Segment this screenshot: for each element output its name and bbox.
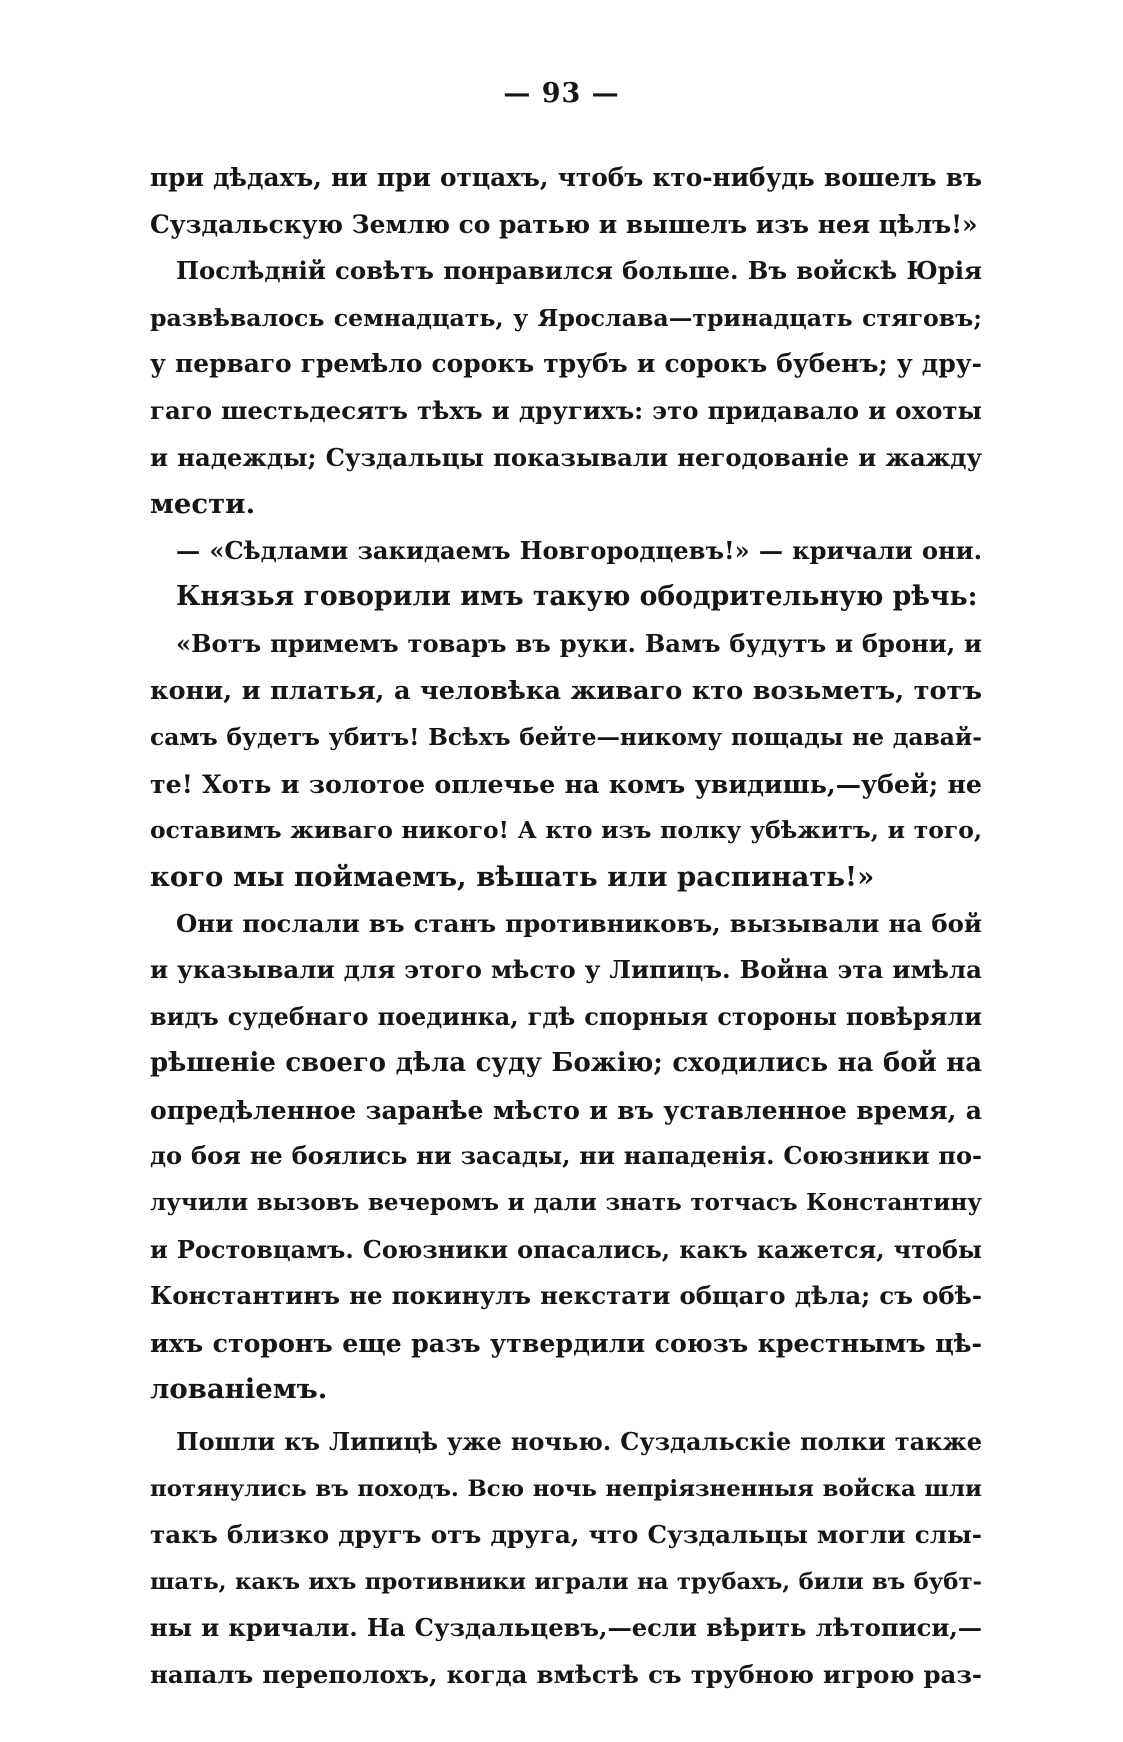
- text-line: Константинъ не покинулъ некстати общаго дѣла; съ обѣ-: [150, 1281, 982, 1311]
- text-line: и указывали для этого мѣсто у Липицъ. Война эта имѣла: [150, 955, 982, 985]
- text-line: ны и кричали. На Суздальцевъ,—если вѣрить лѣтописи,—: [150, 1613, 982, 1643]
- text-line: видъ судебнаго поединка, гдѣ спорныя стороны повѣряли: [150, 1002, 982, 1031]
- text-line: самъ будетъ убитъ! Всѣхъ бейте—никому пощады не давай-: [150, 723, 982, 752]
- text-line: лованіемъ.: [150, 1373, 328, 1406]
- text-line: ихъ сторонъ еще разъ утвердили союзъ крестнымъ цѣ-: [150, 1327, 982, 1358]
- text-line: у перваго гремѣло сорокъ трубъ и сорокъ бубенъ; у дру-: [150, 349, 982, 379]
- text-line: кого мы поймаемъ, вѣшать или распинать!»: [150, 860, 875, 893]
- text-line: шать, какъ ихъ противники играли на трубахъ, били въ бубт-: [150, 1568, 982, 1595]
- text-line: Послѣдній совѣтъ понравился больше. Въ войскѣ Юрія: [176, 256, 982, 286]
- text-line: Пошли къ Липицѣ уже ночью. Суздальскіе полки также: [176, 1427, 982, 1457]
- text-line: напалъ переполохъ, когда вмѣстѣ съ трубною игрою раз-: [150, 1660, 982, 1689]
- text-line: — «Сѣдлами закидаемъ Новгородцевъ!» — кричали они.: [176, 535, 982, 565]
- text-line: Суздальскую Землю со ратью и вышелъ изъ нея цѣлъ!»: [150, 209, 978, 239]
- text-line: лучили вызовъ вечеромъ и дали знать тотчасъ Константину: [150, 1189, 982, 1217]
- text-line: Они послали въ станъ противниковъ, вызывали на бой: [176, 908, 982, 938]
- text-line: рѣшеніе своего дѣла суду Божію; сходились на бой на: [150, 1048, 982, 1079]
- text-line: при дѣдахъ, ни при отцахъ, чтобъ кто-нибудь вошелъ въ: [150, 163, 982, 192]
- page-number: — 93 —: [503, 78, 620, 109]
- text-line: потянулись въ походъ. Всю ночь непріязненныя войска шли: [150, 1475, 982, 1502]
- text-line: и надежды; Суздальцы показывали негодованіе и жажду: [150, 442, 982, 472]
- text-line: те! Хоть и золотое оплечье на комъ увидишь,—убей; не: [150, 768, 982, 799]
- text-line: «Вотъ примемъ товаръ въ руки. Вамъ будутъ и брони, и: [176, 628, 982, 658]
- text-line: мести.: [150, 488, 256, 521]
- text-line: гаго шестьдесятъ тѣхъ и другихъ: это придавало и охоты: [150, 395, 982, 425]
- text-line: оставимъ живаго никого! А кто изъ полку убѣжитъ, и того,: [150, 816, 982, 845]
- text-line: до боя не боялись ни засады, ни нападенія. Союзники по-: [150, 1141, 982, 1171]
- text-line: Князья говорили имъ такую ободрительную рѣчь:: [176, 581, 978, 613]
- text-line: кони, и платья, а человѣка живаго кто возьметъ, тотъ: [150, 675, 982, 706]
- text-line: развѣвалось семнадцать, у Ярослава—тринадцать стяговъ;: [150, 303, 982, 332]
- text-line: и Ростовцамъ. Союзники опасались, какъ кажется, чтобы: [150, 1235, 982, 1264]
- text-line: такъ близко другъ отъ друга, что Суздальцы могли слы-: [150, 1520, 982, 1550]
- body-text: [150, 155, 982, 1699]
- text-line: опредѣленное заранѣе мѣсто и въ уставленное время, а: [150, 1094, 982, 1125]
